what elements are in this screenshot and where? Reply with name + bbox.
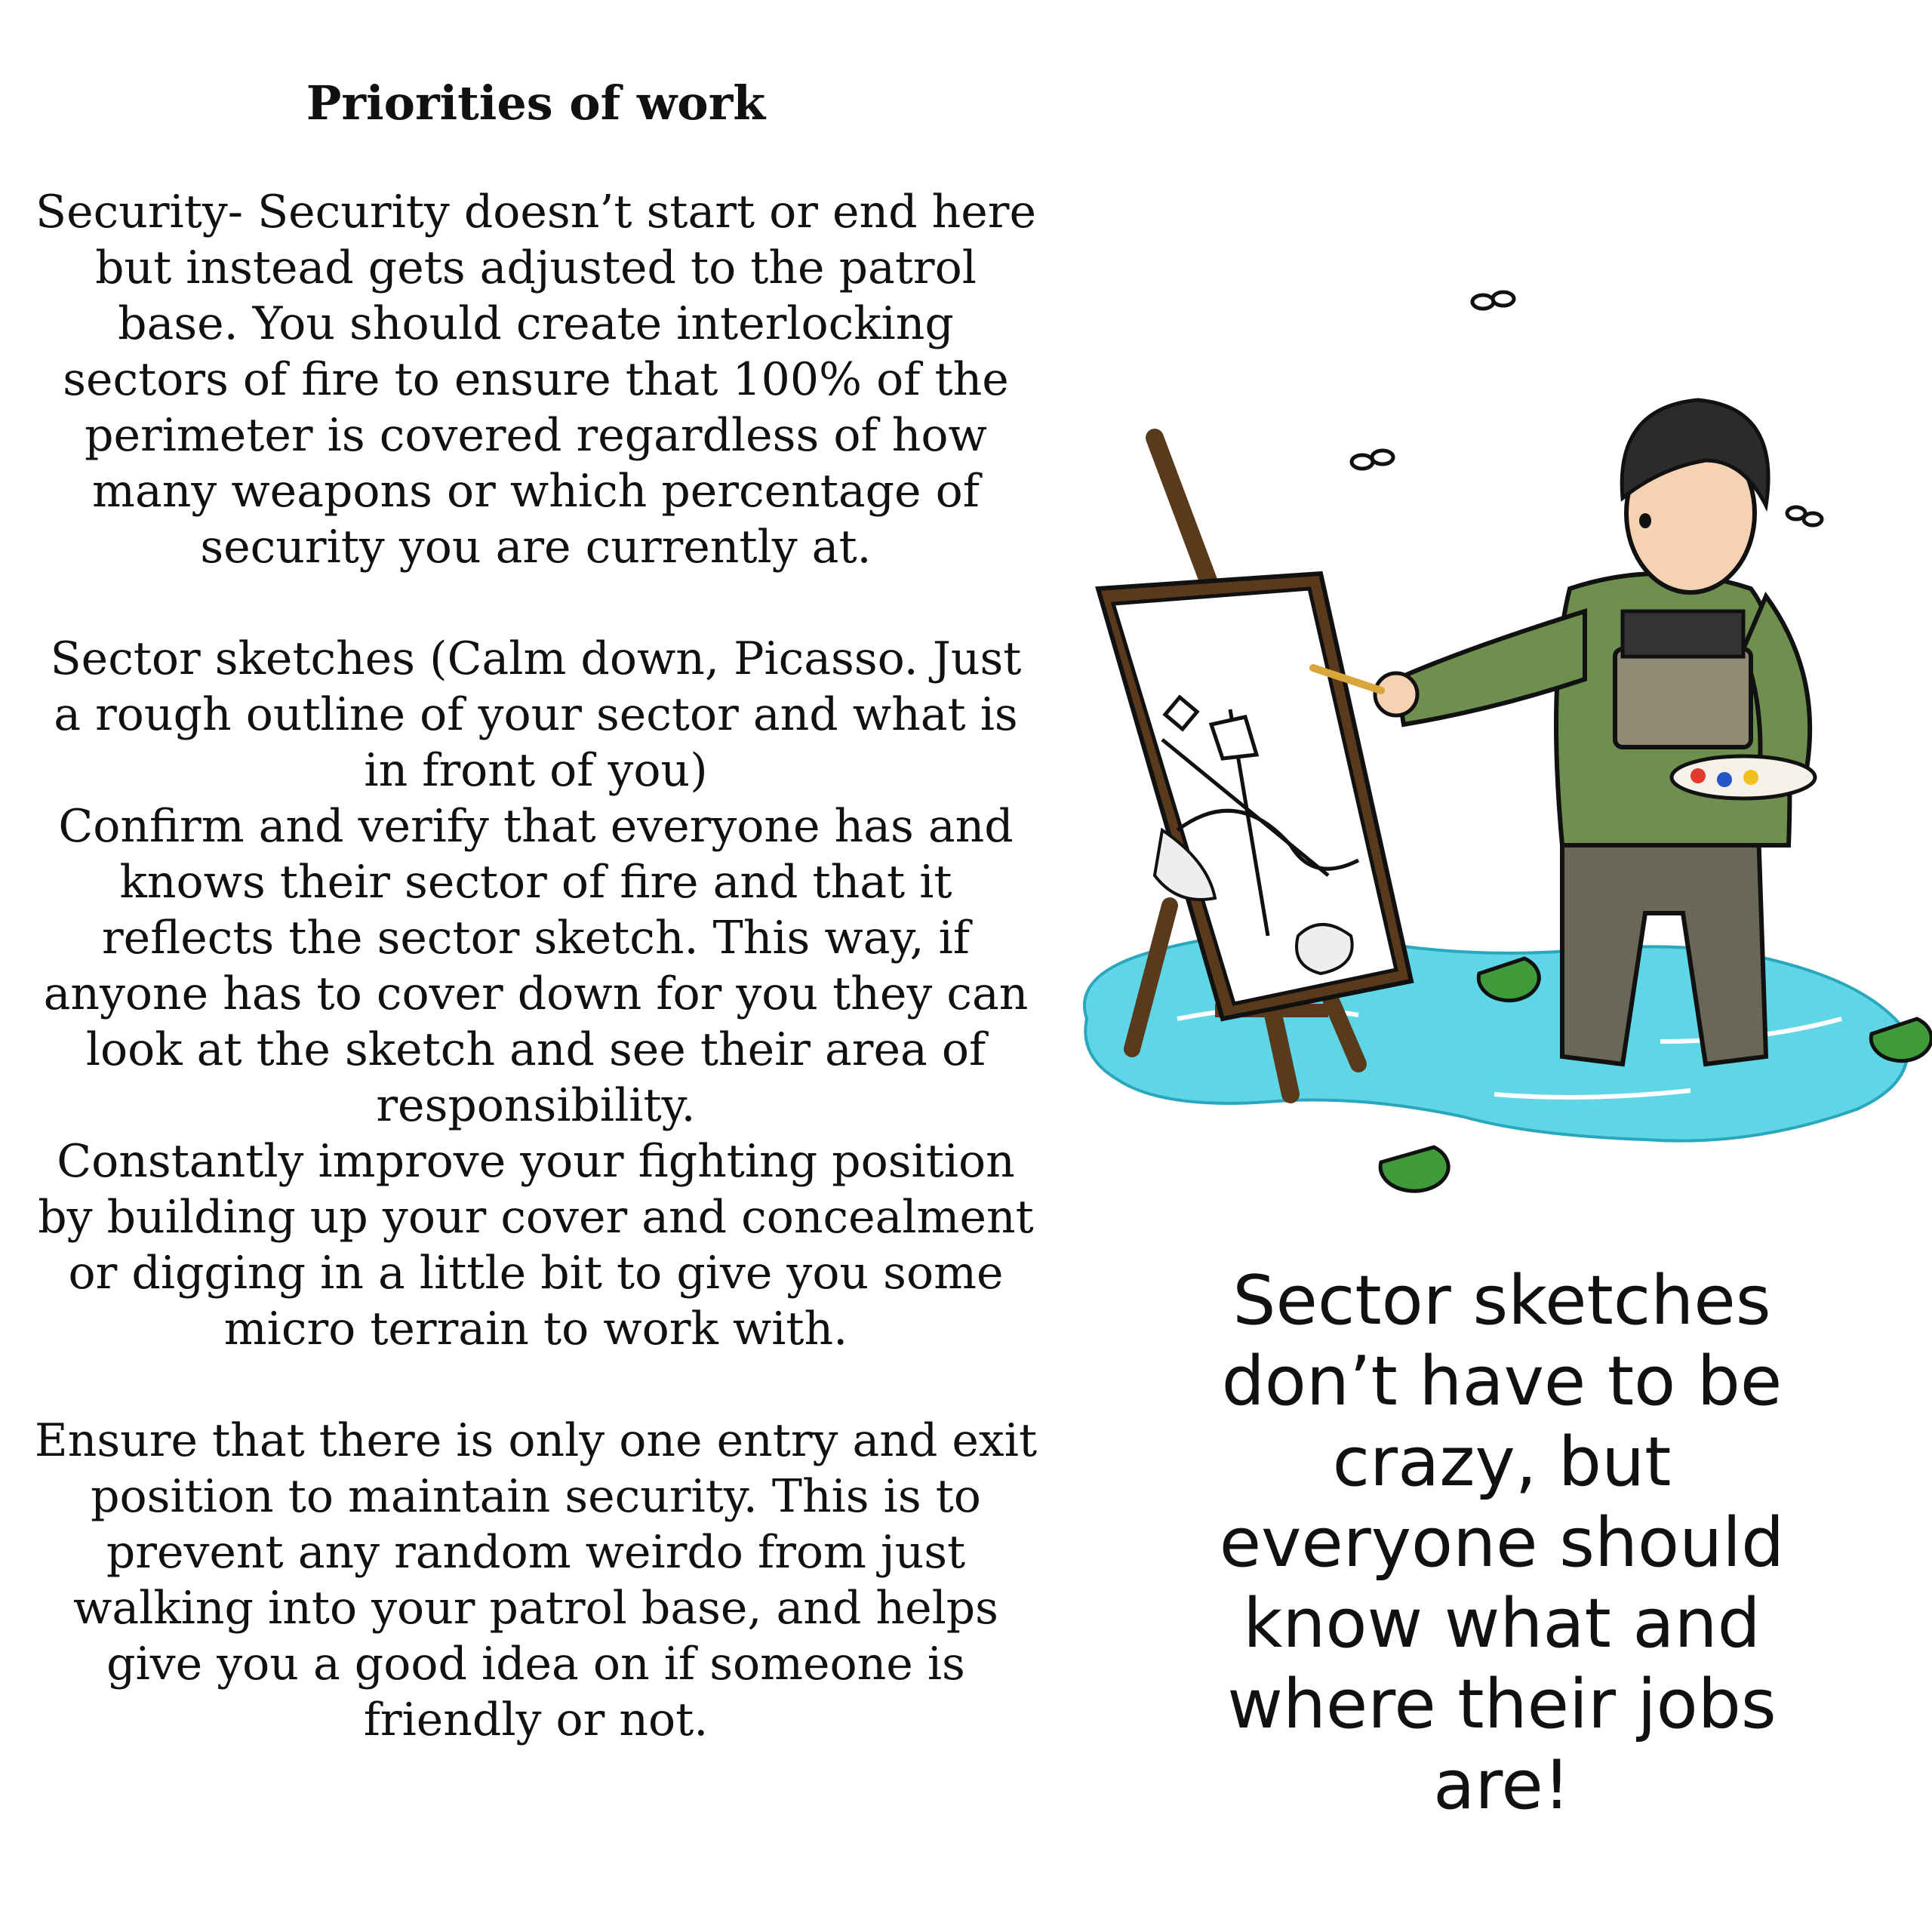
sector-sketches-paragraph: Sector sketches (Calm down, Picasso. Just a rough outline of your sector and what is in front of you)	[50, 632, 1022, 797]
caption: Sector sketches don’t have to be crazy, but everyone should know what and where their jobs are!	[1219, 1261, 1785, 1825]
lily-pad-icon	[1380, 1147, 1448, 1191]
soldier-painting-illustration	[1041, 257, 1932, 1253]
fly-icon	[1352, 451, 1393, 469]
security-paragraph: Security- Security doesn’t start or end here but instead gets adjusted to the patrol base. You should create interlocking sectors of fire to ensure that 100% of the perimeter is covered regardless of how many weapons or which percentage of security you are currently at.	[35, 186, 1036, 574]
text-column	[30, 75, 1041, 1748]
improve-paragraph: Constantly improve your fighting position by building up your cover and concealment or digging in a little bit to give you some micro terrain to work with.	[38, 1135, 1034, 1355]
spacer	[30, 1357, 1041, 1413]
entry-exit-paragraph: Ensure that there is only one entry and exit position to maintain security. This is to prevent any random weirdo from just walking into your patrol base, and helps give you a good idea on if someone is friendly or not.	[34, 1414, 1038, 1746]
fly-icon	[1472, 292, 1514, 309]
spacer	[30, 575, 1041, 631]
page-title: Priorities of work	[306, 75, 766, 131]
paint-palette	[1672, 756, 1815, 798]
fly-icon	[1787, 507, 1822, 525]
sketch-canvas	[1098, 574, 1411, 1019]
confirm-paragraph: Confirm and verify that everyone has and knows their sector of fire and that it reflects the sector sketch. This way, if anyone has to cover down for you they can look at the sketch and see their area of responsibility.	[43, 800, 1029, 1132]
